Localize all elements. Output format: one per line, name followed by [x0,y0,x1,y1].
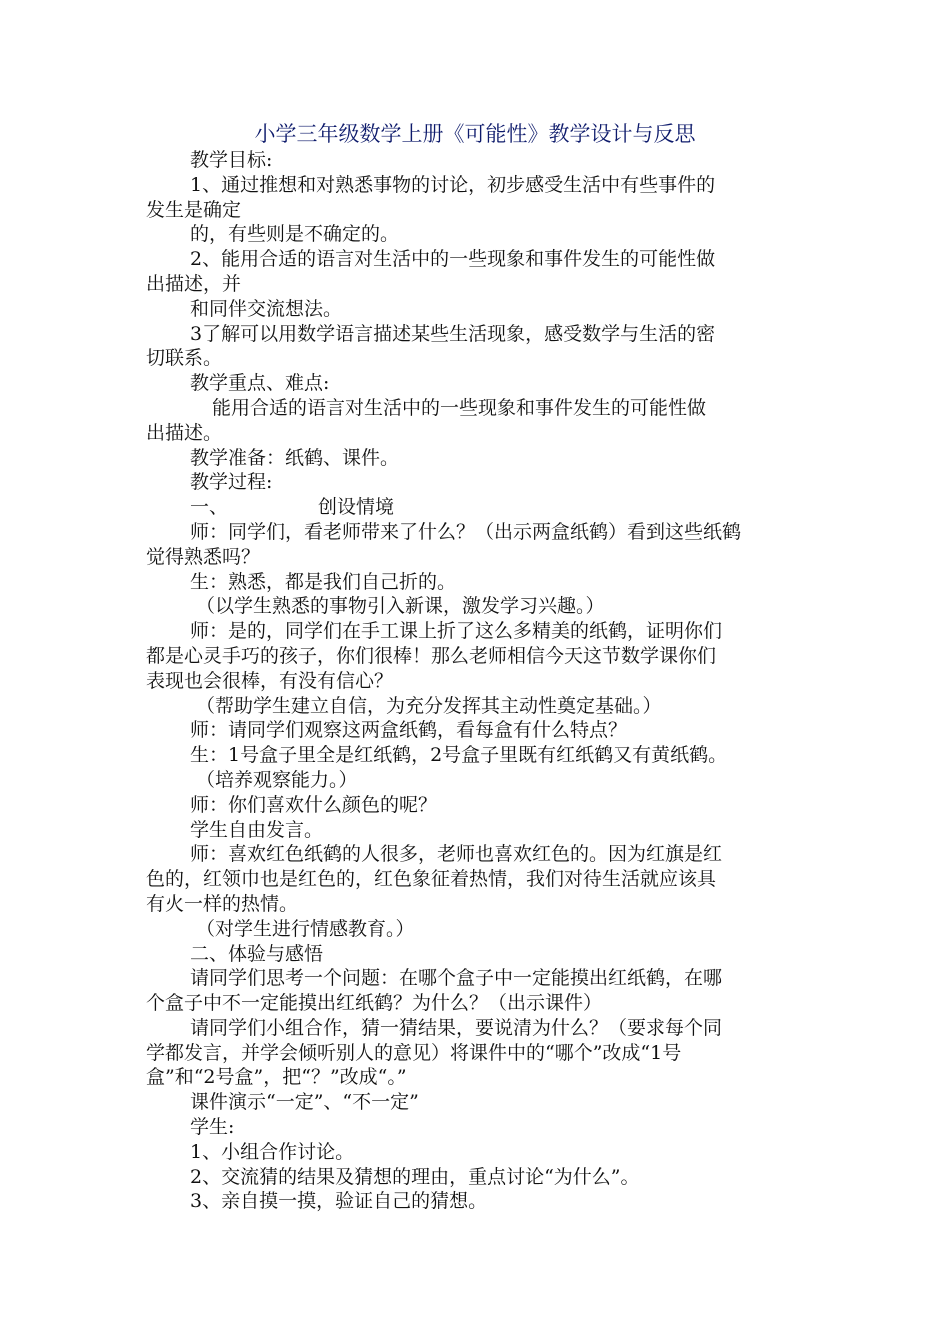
paragraph-line: 教学目标: [190,149,273,171]
paragraph-line: 生：1号盒子里全是红纸鹤，2号盒子里既有红纸鹤又有黄纸鹤。 [190,744,728,767]
paragraph-line: 教学重点、难点: [190,372,330,395]
paragraph-line: 切联系。 [146,347,223,370]
paragraph-line: 师：喜欢红色纸鹤的人很多，老师也喜欢红色的。因为红旗是红 [190,843,723,866]
paragraph-line: 师：请同学们观察这两盒纸鹤，看每盒有什么特点？ [190,719,628,742]
section-heading [146,495,811,520]
paragraph-line: 盒”和“2号盒”，把“？”改成“。” [146,1066,407,1089]
paragraph-line: 的，有些则是不确定的。 [190,223,400,246]
paragraph-line: 色的，红领巾也是红色的，红色象征着热情，我们对待生活就应该具 [146,868,717,891]
paragraph-line: 学生: [190,1116,235,1139]
paragraph-line: 师：你们喜欢什么颜色的呢？ [190,793,438,816]
paragraph-line: 觉得熟悉吗？ [146,545,261,568]
paragraph-line: 1、小组合作讨论。 [190,1140,355,1163]
paragraph-line: 个盒子中不一定能摸出红纸鹤？为什么？（出示课件） [146,992,603,1015]
paragraph-line: 师：同学们，看老师带来了什么？（出示两盒纸鹤）看到这些纸鹤 [190,520,742,543]
document-title: 小学三年级数学上册《可能性》教学设计与反思 [254,122,696,146]
paragraph-line: 请同学们小组合作，猜一猜结果，要说清为什么？（要求每个同 [190,1016,723,1039]
paragraph-line: 能用合适的语言对生活中的一些现象和事件发生的可能性做 [212,396,707,419]
paragraph-line: 出描述。 [146,421,223,444]
paragraph-line: 表现也会很棒，有没有信心？ [146,669,394,692]
document-body [146,148,811,1214]
paragraph-line: 1、通过推想和对熟悉事物的讨论，初步感受生活中有些事件的 [190,173,716,196]
paragraph-line: 2、交流猜的结果及猜想的理由，重点讨论“为什么”。 [190,1165,640,1188]
paragraph-line: 学都发言，并学会倾听别人的意见）将课件中的“哪个”改成“1号 [146,1041,682,1064]
paragraph-line: 都是心灵手巧的孩子，你们很棒！那么老师相信今天这节数学课你们 [146,644,717,667]
paragraph-line: 3、亲自摸一摸，验证自己的猜想。 [190,1190,488,1213]
paragraph-line: 出描述，并 [146,272,242,295]
paragraph-line: 有火一样的热情。 [146,892,299,915]
paragraph-line: 和同伴交流想法。 [190,297,343,320]
paragraph-line: 课件演示“一定”、“不一定” [190,1091,419,1114]
paragraph-line: （帮助学生建立自信，为充分发挥其主动性奠定基础。） [196,694,662,717]
paragraph-line: （以学生熟悉的事物引入新课，激发学习兴趣。） [196,595,605,618]
paragraph-line: 学生自由发言。 [190,818,324,841]
paragraph-line: 生：熟悉，都是我们自己折的。 [190,570,457,593]
paragraph-line: 教学准备：纸鹤、课件。 [190,446,400,469]
paragraph-line: （培养观察能力。） [196,768,358,791]
paragraph-line: 3了解可以用数学语言描述某些生活现象，感受数学与生活的密 [190,322,716,345]
section-title: 创设情境 [318,496,395,519]
paragraph-line: 2、能用合适的语言对生活中的一些现象和事件发生的可能性做 [190,248,716,271]
paragraph-line: 发生是确定 [146,198,242,221]
section-number: 一、 [190,496,229,519]
paragraph-line: 教学过程: [190,471,273,494]
paragraph-line: （对学生进行情感教育。） [196,917,415,940]
section-heading: 二、体验与感悟 [190,942,324,965]
paragraph-line: 师：是的，同学们在手工课上折了这么多精美的纸鹤，证明你们 [190,620,723,643]
paragraph-line: 请同学们思考一个问题：在哪个盒子中一定能摸出红纸鹤，在哪 [190,967,723,990]
